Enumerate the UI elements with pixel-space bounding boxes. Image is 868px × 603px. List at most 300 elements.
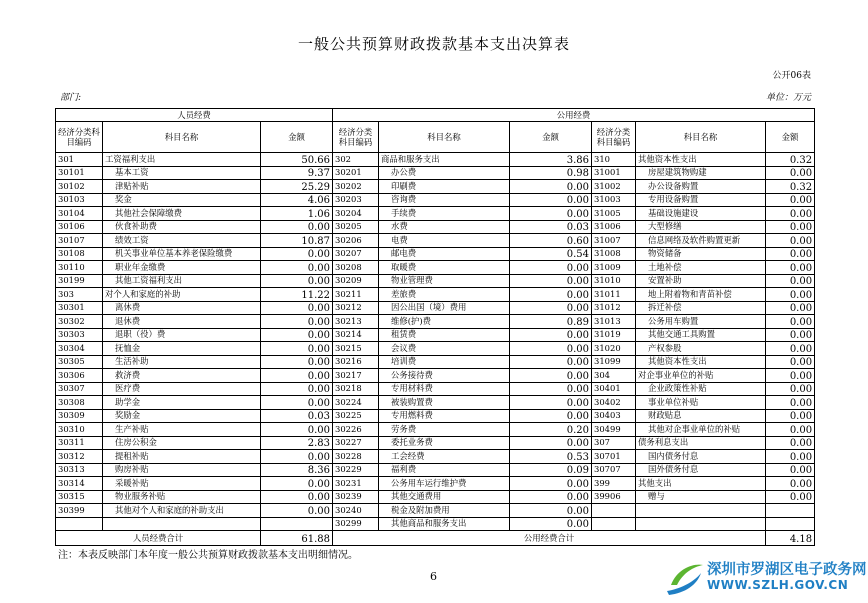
cell-code: 30499 <box>592 423 636 437</box>
cell-item-name: 差旅费 <box>379 288 510 302</box>
cell-code: 30240 <box>333 504 379 518</box>
cell-amount: 0.20 <box>510 423 592 437</box>
table-row <box>56 234 815 248</box>
cell-code: 31007 <box>592 234 636 248</box>
cell-item-name: 对企事业单位的补贴 <box>636 369 766 383</box>
cell-code: 30213 <box>333 315 379 329</box>
col-header-code: 经济分类科目编码 <box>333 122 379 153</box>
cell-item-name: 商品和服务支出 <box>379 153 510 167</box>
table-row <box>56 328 815 342</box>
cell-amount: 0.00 <box>766 382 815 396</box>
cell-amount: 0.00 <box>510 342 592 356</box>
table-row <box>56 193 815 207</box>
cell-amount: 0.00 <box>261 382 333 396</box>
cell-code: 30104 <box>56 207 103 221</box>
cell-amount: 0.54 <box>510 247 592 261</box>
cell-amount: 0.09 <box>510 463 592 477</box>
cell-amount: 8.36 <box>261 463 333 477</box>
cell-amount: 0.00 <box>766 328 815 342</box>
cell-amount: 0.00 <box>261 396 333 410</box>
total-personnel-value: 61.88 <box>261 531 333 546</box>
cell-code: 30211 <box>333 288 379 302</box>
col-header-amount: 金额 <box>510 122 592 153</box>
cell-item-name: 其他交通工具购置 <box>636 328 766 342</box>
cell-code: 30201 <box>333 166 379 180</box>
cell-code: 30202 <box>333 180 379 194</box>
cell-item-name: 手续费 <box>379 207 510 221</box>
cell-item-name <box>103 517 261 531</box>
cell-code: 30214 <box>333 328 379 342</box>
cell-code: 30231 <box>333 477 379 491</box>
cell-code: 30206 <box>333 234 379 248</box>
col-header-amount: 金额 <box>261 122 333 153</box>
cell-item-name: 医疗费 <box>103 382 261 396</box>
cell-item-name: 离休费 <box>103 301 261 315</box>
cell-item-name: 工会经费 <box>379 450 510 464</box>
cell-code: 30310 <box>56 423 103 437</box>
cell-code: 31010 <box>592 274 636 288</box>
cell-item-name: 培训费 <box>379 355 510 369</box>
cell-code: 30110 <box>56 261 103 275</box>
col-header-code: 经济分类科目编码 <box>56 122 103 153</box>
cell-code: 30402 <box>592 396 636 410</box>
cell-code: 30314 <box>56 477 103 491</box>
cell-item-name: 奖金 <box>103 193 261 207</box>
cell-code: 30302 <box>56 315 103 329</box>
cell-amount: 0.00 <box>510 490 592 504</box>
cell-amount: 0.00 <box>766 477 815 491</box>
cell-item-name: 生产补贴 <box>103 423 261 437</box>
cell-item-name: 物业服务补贴 <box>103 490 261 504</box>
cell-amount: 0.00 <box>766 261 815 275</box>
cell-amount: 0.00 <box>510 477 592 491</box>
cell-code: 30227 <box>333 436 379 450</box>
cell-amount: 1.06 <box>261 207 333 221</box>
cell-amount: 0.00 <box>261 450 333 464</box>
logo-title: 深圳市罗湖区电子政务网 <box>707 562 867 578</box>
cell-amount: 0.00 <box>510 180 592 194</box>
cell-item-name: 被装购置费 <box>379 396 510 410</box>
cell-code <box>592 517 636 531</box>
cell-item-name: 提租补贴 <box>103 450 261 464</box>
cell-amount: 0.03 <box>261 409 333 423</box>
cell-item-name <box>636 517 766 531</box>
cell-item-name: 拆迁补偿 <box>636 301 766 315</box>
cell-item-name: 购房补贴 <box>103 463 261 477</box>
department-label: 部门: <box>60 93 82 103</box>
cell-amount: 0.32 <box>766 180 815 194</box>
cell-amount: 0.00 <box>510 301 592 315</box>
cell-item-name: 电费 <box>379 234 510 248</box>
cell-code: 30313 <box>56 463 103 477</box>
cell-item-name: 事业单位补贴 <box>636 396 766 410</box>
cell-item-name: 福利费 <box>379 463 510 477</box>
cell-code: 30301 <box>56 301 103 315</box>
cell-amount: 0.00 <box>510 328 592 342</box>
table-row <box>56 274 815 288</box>
cell-code: 30212 <box>333 301 379 315</box>
cell-code: 31009 <box>592 261 636 275</box>
table-row <box>56 247 815 261</box>
cell-amount: 10.87 <box>261 234 333 248</box>
cell-amount: 0.00 <box>261 261 333 275</box>
page-title: 一般公共预算财政拨款基本支出决算表 <box>297 35 570 53</box>
page-number: 6 <box>430 570 437 583</box>
cell-amount: 0.00 <box>766 342 815 356</box>
col-header-amount: 金额 <box>766 122 815 153</box>
cell-amount: 0.00 <box>261 477 333 491</box>
cell-amount: 0.00 <box>261 504 333 518</box>
cell-amount: 0.00 <box>766 450 815 464</box>
cell-item-name: 对个人和家庭的补助 <box>103 288 261 302</box>
cell-code: 30399 <box>56 504 103 518</box>
cell-amount: 4.06 <box>261 193 333 207</box>
personnel-group-header: 人员经费 <box>56 109 333 122</box>
cell-amount: 0.00 <box>510 517 592 531</box>
cell-code: 31005 <box>592 207 636 221</box>
cell-amount: 0.00 <box>766 436 815 450</box>
cell-item-name: 退休费 <box>103 315 261 329</box>
cell-item-name: 国内债务付息 <box>636 450 766 464</box>
cell-item-name: 生活补助 <box>103 355 261 369</box>
cell-code: 30304 <box>56 342 103 356</box>
cell-item-name: 财政贴息 <box>636 409 766 423</box>
cell-item-name: 租赁费 <box>379 328 510 342</box>
cell-item-name: 取暖费 <box>379 261 510 275</box>
cell-code: 30312 <box>56 450 103 464</box>
cell-item-name: 会议费 <box>379 342 510 356</box>
cell-code: 30701 <box>592 450 636 464</box>
table-row <box>56 463 815 477</box>
cell-item-name: 其他商品和服务支出 <box>379 517 510 531</box>
cell-code: 30217 <box>333 369 379 383</box>
cell-item-name: 公务接待费 <box>379 369 510 383</box>
cell-amount: 0.00 <box>766 409 815 423</box>
cell-item-name: 助学金 <box>103 396 261 410</box>
cell-item-name: 信息网络及软件购置更新 <box>636 234 766 248</box>
cell-code: 30306 <box>56 369 103 383</box>
table-row <box>56 355 815 369</box>
cell-amount: 0.00 <box>766 193 815 207</box>
col-header-code: 经济分类科目编码 <box>592 122 636 153</box>
cell-item-name: 伙食补助费 <box>103 220 261 234</box>
cell-amount: 0.00 <box>766 355 815 369</box>
cell-amount: 0.32 <box>766 153 815 167</box>
cell-amount: 0.00 <box>510 193 592 207</box>
cell-item-name: 公务用车购置 <box>636 315 766 329</box>
cell-amount: 0.00 <box>766 288 815 302</box>
table-body <box>56 153 815 531</box>
table-row <box>56 288 815 302</box>
site-logo <box>663 555 868 602</box>
cell-code: 31012 <box>592 301 636 315</box>
table-row <box>56 342 815 356</box>
cell-code: 31019 <box>592 328 636 342</box>
cell-code: 304 <box>592 369 636 383</box>
table-row <box>56 369 815 383</box>
cell-item-name: 职业年金缴费 <box>103 261 261 275</box>
cell-item-name: 办公设备购置 <box>636 180 766 194</box>
cell-amount: 0.00 <box>510 274 592 288</box>
cell-code: 30204 <box>333 207 379 221</box>
cell-amount: 0.60 <box>510 234 592 248</box>
table-row <box>56 436 815 450</box>
cell-item-name: 机关事业单位基本养老保险缴费 <box>103 247 261 261</box>
cell-item-name: 基础设施建设 <box>636 207 766 221</box>
cell-item-name: 印刷费 <box>379 180 510 194</box>
cell-item-name: 水费 <box>379 220 510 234</box>
cell-code: 30102 <box>56 180 103 194</box>
cell-item-name: 绩效工资 <box>103 234 261 248</box>
cell-item-name: 其他社会保障缴费 <box>103 207 261 221</box>
cell-code: 30299 <box>333 517 379 531</box>
cell-code <box>56 517 103 531</box>
cell-item-name: 因公出国（境）费用 <box>379 301 510 315</box>
cell-code: 30228 <box>333 450 379 464</box>
cell-amount: 0.00 <box>261 355 333 369</box>
cell-item-name: 其他对企事业单位的补贴 <box>636 423 766 437</box>
cell-item-name: 企业政策性补贴 <box>636 382 766 396</box>
logo-url: WWW.SZLH.GOV.CN <box>707 578 849 592</box>
table-row <box>56 180 815 194</box>
cell-item-name: 税金及附加费用 <box>379 504 510 518</box>
cell-code: 30107 <box>56 234 103 248</box>
cell-item-name: 工资福利支出 <box>103 153 261 167</box>
cell-code: 30205 <box>333 220 379 234</box>
cell-amount: 0.00 <box>261 247 333 261</box>
table-row <box>56 409 815 423</box>
cell-code: 30707 <box>592 463 636 477</box>
cell-code: 30403 <box>592 409 636 423</box>
cell-item-name: 专用设备购置 <box>636 193 766 207</box>
cell-item-name: 办公费 <box>379 166 510 180</box>
cell-code: 30308 <box>56 396 103 410</box>
table-row <box>56 396 815 410</box>
cell-code: 30311 <box>56 436 103 450</box>
cell-item-name: 基本工资 <box>103 166 261 180</box>
cell-amount: 0.00 <box>261 220 333 234</box>
table-row <box>56 315 815 329</box>
cell-code: 30103 <box>56 193 103 207</box>
cell-code: 399 <box>592 477 636 491</box>
cell-item-name: 救济费 <box>103 369 261 383</box>
cell-code: 30309 <box>56 409 103 423</box>
cell-item-name: 其他交通费用 <box>379 490 510 504</box>
cell-item-name: 其他资本性支出 <box>636 153 766 167</box>
cell-item-name: 奖励金 <box>103 409 261 423</box>
cell-item-name: 劳务费 <box>379 423 510 437</box>
table-row <box>56 477 815 491</box>
table-row <box>56 490 815 504</box>
cell-amount: 0.00 <box>766 274 815 288</box>
table-row <box>56 220 815 234</box>
cell-code: 30218 <box>333 382 379 396</box>
cell-code: 31099 <box>592 355 636 369</box>
cell-code: 30303 <box>56 328 103 342</box>
cell-code: 30239 <box>333 490 379 504</box>
cell-amount: 0.00 <box>766 247 815 261</box>
cell-item-name: 国外债务付息 <box>636 463 766 477</box>
cell-amount: 0.00 <box>510 288 592 302</box>
cell-item-name: 专用燃料费 <box>379 409 510 423</box>
total-public-label: 公用经费合计 <box>333 531 766 546</box>
cell-amount: 0.00 <box>261 423 333 437</box>
cell-amount: 0.00 <box>766 166 815 180</box>
cell-amount: 0.00 <box>261 315 333 329</box>
cell-item-name: 其他支出 <box>636 477 766 491</box>
cell-item-name: 抚恤金 <box>103 342 261 356</box>
cell-item-name: 物资储备 <box>636 247 766 261</box>
cell-item-name: 大型修缮 <box>636 220 766 234</box>
cell-code: 301 <box>56 153 103 167</box>
table-row <box>56 301 815 315</box>
cell-code: 30226 <box>333 423 379 437</box>
table-row <box>56 261 815 275</box>
total-personnel-label: 人员经费合计 <box>56 531 261 546</box>
table-row <box>56 166 815 180</box>
cell-amount: 25.29 <box>261 180 333 194</box>
col-header-name: 科目名称 <box>636 122 766 153</box>
cell-code: 303 <box>56 288 103 302</box>
cell-amount: 0.00 <box>766 220 815 234</box>
cell-code: 31008 <box>592 247 636 261</box>
cell-amount: 2.83 <box>261 436 333 450</box>
cell-item-name: 房屋建筑物购建 <box>636 166 766 180</box>
cell-code: 30307 <box>56 382 103 396</box>
cell-code: 30207 <box>333 247 379 261</box>
cell-code: 31013 <box>592 315 636 329</box>
cell-amount: 0.00 <box>261 301 333 315</box>
cell-code: 31003 <box>592 193 636 207</box>
cell-item-name: 赠与 <box>636 490 766 504</box>
cell-amount: 0.00 <box>510 369 592 383</box>
cell-amount: 0.03 <box>510 220 592 234</box>
cell-code: 31001 <box>592 166 636 180</box>
cell-code: 30305 <box>56 355 103 369</box>
cell-item-name: 维修(护)费 <box>379 315 510 329</box>
cell-item-name: 邮电费 <box>379 247 510 261</box>
table-row <box>56 423 815 437</box>
cell-code: 39906 <box>592 490 636 504</box>
swoosh-logo-icon <box>663 555 707 599</box>
cell-code <box>592 504 636 518</box>
col-header-name: 科目名称 <box>379 122 510 153</box>
cell-code: 302 <box>333 153 379 167</box>
table-row <box>56 450 815 464</box>
cell-code: 31011 <box>592 288 636 302</box>
cell-amount: 0.00 <box>510 504 592 518</box>
cell-item-name <box>636 504 766 518</box>
cell-item-name: 地上附着物和青苗补偿 <box>636 288 766 302</box>
cell-code: 30108 <box>56 247 103 261</box>
cell-item-name: 物业管理费 <box>379 274 510 288</box>
cell-code: 30101 <box>56 166 103 180</box>
public-group-header: 公用经费 <box>333 109 815 122</box>
cell-amount: 0.00 <box>766 301 815 315</box>
cell-amount: 0.00 <box>766 490 815 504</box>
cell-code: 30215 <box>333 342 379 356</box>
cell-amount <box>766 504 815 518</box>
cell-code: 30401 <box>592 382 636 396</box>
cell-item-name: 委托业务费 <box>379 436 510 450</box>
cell-amount: 0.00 <box>766 315 815 329</box>
table-row <box>56 153 815 167</box>
cell-code: 30229 <box>333 463 379 477</box>
cell-amount: 0.00 <box>510 261 592 275</box>
table-row <box>56 382 815 396</box>
cell-code: 30315 <box>56 490 103 504</box>
cell-item-name: 住房公积金 <box>103 436 261 450</box>
cell-item-name: 津贴补贴 <box>103 180 261 194</box>
cell-item-name: 其他资本性支出 <box>636 355 766 369</box>
cell-item-name: 土地补偿 <box>636 261 766 275</box>
cell-item-name: 专用材料费 <box>379 382 510 396</box>
cell-amount: 0.00 <box>261 369 333 383</box>
cell-amount: 0.89 <box>510 315 592 329</box>
cell-code: 30216 <box>333 355 379 369</box>
cell-amount: 0.00 <box>261 490 333 504</box>
table-row <box>56 517 815 531</box>
cell-code: 31020 <box>592 342 636 356</box>
cell-amount: 9.37 <box>261 166 333 180</box>
cell-code: 31006 <box>592 220 636 234</box>
cell-amount: 0.00 <box>510 396 592 410</box>
cell-code: 30224 <box>333 396 379 410</box>
cell-item-name: 安置补助 <box>636 274 766 288</box>
cell-amount <box>766 517 815 531</box>
cell-code: 31002 <box>592 180 636 194</box>
cell-amount: 0.00 <box>766 207 815 221</box>
cell-item-name: 咨询费 <box>379 193 510 207</box>
cell-amount: 0.00 <box>766 396 815 410</box>
cell-amount: 0.00 <box>766 423 815 437</box>
cell-amount: 0.00 <box>510 355 592 369</box>
cell-amount: 0.00 <box>510 409 592 423</box>
cell-code: 310 <box>592 153 636 167</box>
cell-item-name: 退职（役）费 <box>103 328 261 342</box>
unit-label: 单位：万元 <box>765 93 811 103</box>
col-header-name: 科目名称 <box>103 122 261 153</box>
cell-amount: 0.00 <box>510 207 592 221</box>
cell-item-name: 产权参股 <box>636 342 766 356</box>
cell-code: 30203 <box>333 193 379 207</box>
cell-code: 30208 <box>333 261 379 275</box>
cell-amount: 11.22 <box>261 288 333 302</box>
total-public-value: 4.18 <box>766 531 815 546</box>
cell-code: 307 <box>592 436 636 450</box>
cell-code: 30209 <box>333 274 379 288</box>
table-number: 公开06表 <box>772 71 811 81</box>
cell-amount: 0.98 <box>510 166 592 180</box>
cell-amount: 0.53 <box>510 450 592 464</box>
cell-code: 30225 <box>333 409 379 423</box>
cell-amount: 0.00 <box>261 328 333 342</box>
cell-amount: 0.00 <box>766 369 815 383</box>
table-row <box>56 207 815 221</box>
cell-amount: 50.66 <box>261 153 333 167</box>
cell-amount: 0.00 <box>766 234 815 248</box>
cell-item-name: 公务用车运行维护费 <box>379 477 510 491</box>
cell-item-name: 采暖补贴 <box>103 477 261 491</box>
cell-code: 30199 <box>56 274 103 288</box>
cell-amount: 0.00 <box>510 382 592 396</box>
cell-code: 30106 <box>56 220 103 234</box>
table-row <box>56 504 815 518</box>
cell-amount: 0.00 <box>261 274 333 288</box>
cell-amount: 0.00 <box>261 342 333 356</box>
cell-item-name: 其他工资福利支出 <box>103 274 261 288</box>
expenditure-table <box>55 108 815 546</box>
